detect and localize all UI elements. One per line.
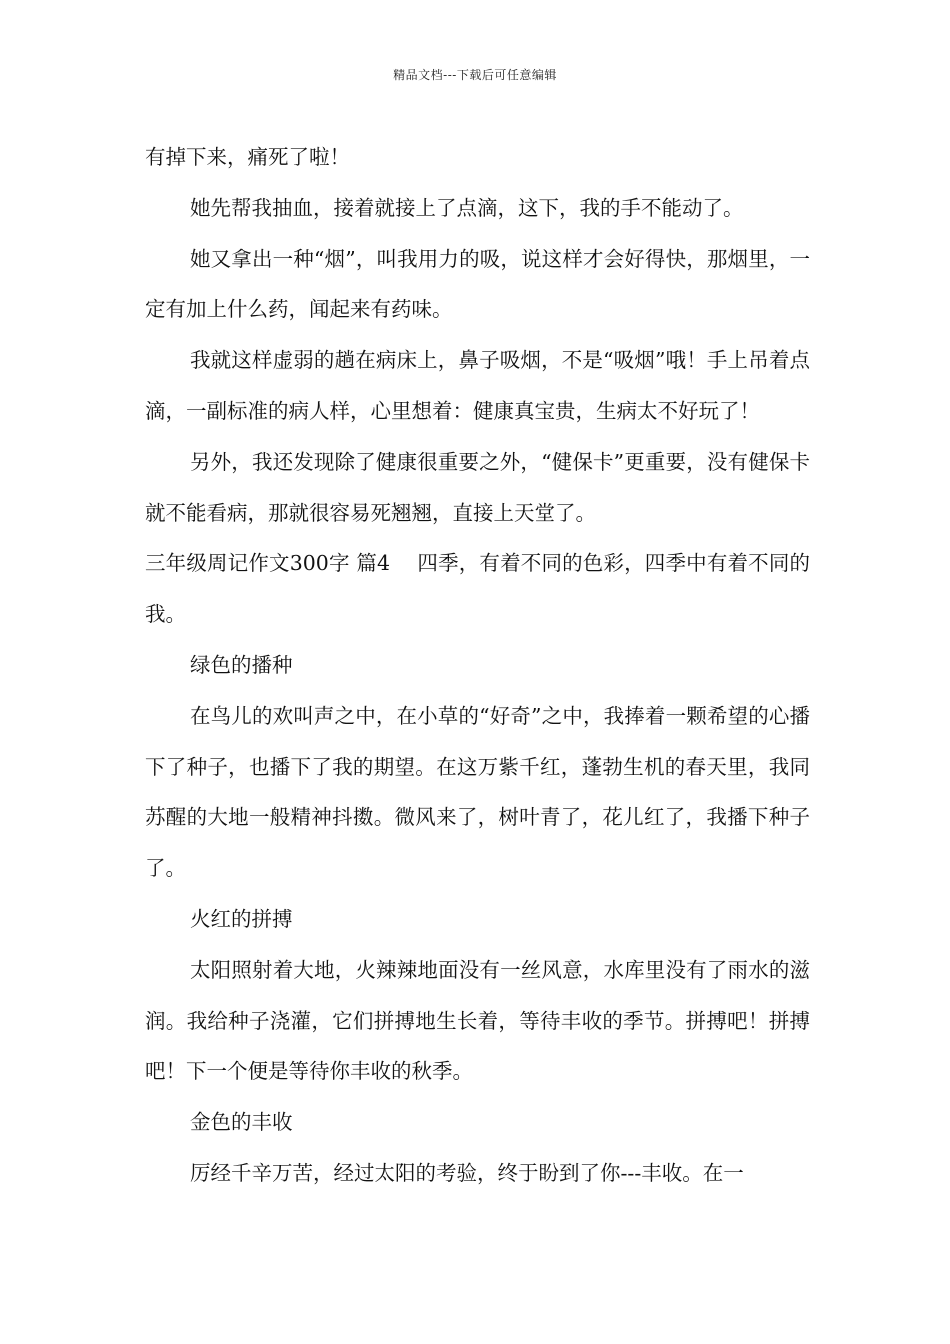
- page-header: 精品文档---下载后可任意编辑: [393, 68, 557, 82]
- paragraph: 另外，我还发现除了健康很重要之外，“健保卡”更重要，没有健保卡就不能看病，那就很容易死翘翘，直接上天堂了。: [145, 449, 810, 525]
- paragraph: 她先帮我抽血，接着就接上了点滴，这下，我的手不能动了。: [190, 195, 744, 220]
- paragraph: 她又拿出一种“烟”，叫我用力的吸，说这样才会好得快，那烟里，一定有加上什么药，闻起来有药味。: [145, 246, 810, 322]
- document-body: [145, 132, 810, 1199]
- section-heading: 金色的丰收: [190, 1110, 293, 1135]
- section-heading: 绿色的播种: [190, 652, 293, 677]
- section-heading: 火红的拼搏: [190, 906, 293, 931]
- paragraph: 有掉下来，痛死了啦！: [145, 145, 350, 169]
- essay-title-paragraph: 三年级周记作文300字 篇4 四季，有着不同的色彩，四季中有着不同的我。: [145, 551, 810, 627]
- paragraph: 在鸟儿的欢叫声之中，在小草的“好奇”之中，我捧着一颗希望的心播下了种子，也播下了我的期望。在这万紫千红，蓬勃生机的春天里，我同苏醒的大地一般精神抖擞。微风来了，树叶青了，花儿红了，我播下种子了。: [145, 703, 810, 881]
- paragraph: 厉经千辛万苦，经过太阳的考验，终于盼到了你---丰收。在一: [190, 1160, 744, 1185]
- paragraph: 太阳照射着大地，火辣辣地面没有一丝风意，水库里没有了雨水的滋润。我给种子浇灌，它们拼搏地生长着，等待丰收的季节。拼搏吧！拼搏吧！下一个便是等待你丰收的秋季。: [145, 957, 810, 1084]
- paragraph: 我就这样虚弱的趟在病床上，鼻子吸烟，不是“吸烟”哦！手上吊着点滴，一副标准的病人样，心里想着：健康真宝贵，生病太不好玩了！: [145, 348, 810, 423]
